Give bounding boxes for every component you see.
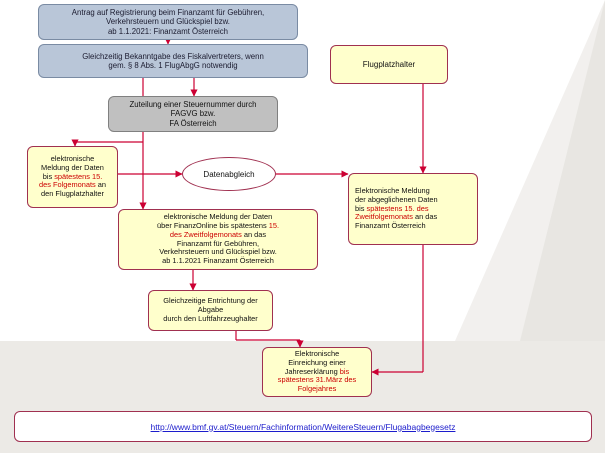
finanzonline-frist: 15. — [268, 221, 280, 231]
box-elektronische-meldung-flugplatzhalter — [27, 146, 118, 208]
datenabgleich-label: Datenabgleich — [203, 169, 255, 179]
box-fiskalvertreter — [38, 44, 308, 78]
bmf-link[interactable]: http://www.bmf.gv.at/Steuern/Fachinformation/WeitereSteuern/Flugabagbegesetz — [150, 421, 456, 432]
meldung-links-line-2: Meldung der Daten — [41, 162, 104, 172]
entrichtung-line-1: Gleichzeitige Entrichtung der Abgabe — [163, 296, 258, 315]
registration-line-2: Verkehrsteuern und Glückspiel bzw. — [106, 17, 230, 27]
box-finanzonline-meldung — [118, 209, 318, 270]
meldung-links-monat: des Folgemonats — [39, 180, 96, 190]
finanzonline-andas: an das — [241, 229, 267, 239]
registration-line-3: ab 1.1.2021: Finanzamt Österreich — [107, 26, 229, 36]
meldung-rechts-monat: Zweitfolgemonats — [355, 212, 413, 222]
flugplatzhalter-label: Flugplatzhalter — [362, 59, 416, 69]
finanzonline-line-1: elektronische Meldung der Daten — [163, 212, 273, 222]
fiskalvertreter-line-2: gem. § 8 Abs. 1 FlugAbgG notwendig — [108, 61, 238, 70]
finanzonline-line-4: Finanzamt für Gebühren, — [176, 238, 260, 248]
fiskalvertreter-line-1: Gleichzeitig Bekanntgabe des Fiskalvertreters, wenn — [82, 51, 264, 61]
steuernummer-line-1: Zuteilung einer Steuernummer durch — [129, 100, 257, 110]
steuernummer-line-3: FA Österreich — [169, 118, 217, 128]
finanzonline-line-6: ab 1.1.2021 Finanzamt Österreich — [162, 255, 274, 265]
meldung-links-bis: bis — [42, 171, 55, 181]
jahreserklaerung-line-4: spätestens 31.März des — [277, 375, 357, 385]
ellipse-datenabgleich — [182, 157, 276, 191]
finanzonline-monat: des Zweitfolgemonats — [169, 229, 242, 239]
steuernummer-line-2: FAGVG bzw. — [170, 109, 216, 119]
meldung-rechts-an: an das — [412, 212, 438, 222]
meldung-rechts-frist: spätestens 15. des — [366, 203, 429, 213]
meldung-rechts-line-5: Finanzamt Österreich — [355, 221, 426, 231]
finanzonline-line-5: Verkehrsteuern und Glückspiel bzw. — [159, 247, 277, 257]
jahreserklaerung-bis: bis — [339, 366, 350, 376]
entrichtung-line-2: durch den Luftfahrzeughalter — [163, 313, 258, 323]
box-steuernummer — [108, 96, 278, 132]
box-jahreserklaerung — [262, 347, 372, 397]
jahreserklaerung-line-5: Folgejahres — [297, 384, 337, 394]
meldung-links-an: an — [95, 180, 106, 190]
box-elektronische-meldung-finanzamt — [348, 173, 478, 245]
registration-line-1: Antrag auf Registrierung beim Finanzamt für Gebühren, — [71, 8, 265, 18]
meldung-rechts-line-2: der abgeglichenen Daten — [355, 194, 438, 204]
box-registration — [38, 4, 298, 40]
jahreserklaerung-einreichung: Jahreserklärung — [284, 366, 340, 376]
finanzonline-ueber: über FinanzOnline bis spätestens — [156, 221, 269, 231]
box-flugplatzhalter — [330, 45, 448, 84]
jahreserklaerung-line-1: Elektronische — [294, 349, 340, 359]
meldung-links-line-1: elektronische — [50, 154, 95, 164]
jahreserklaerung-line-2: Einreichung einer — [288, 357, 346, 367]
meldung-links-frist: spätestens 15. — [54, 171, 103, 181]
meldung-links-line-5: den Flugplatzhalter — [41, 189, 104, 199]
meldung-rechts-line-1: Elektronische Meldung — [355, 186, 430, 196]
footer-link-box[interactable] — [14, 411, 592, 442]
meldung-rechts-bis: bis — [355, 203, 367, 213]
box-entrichtung — [148, 290, 273, 331]
